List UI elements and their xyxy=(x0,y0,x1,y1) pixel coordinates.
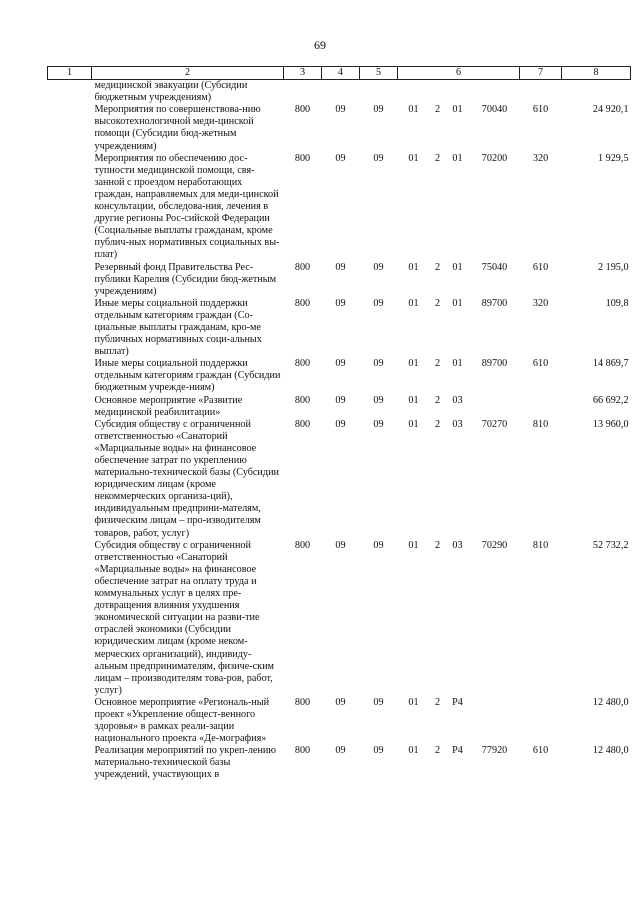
cell-c6b: 2 xyxy=(434,358,441,370)
cell-c6c: 01 xyxy=(452,358,463,370)
table-row xyxy=(48,419,631,540)
cell-c6a xyxy=(398,80,430,105)
cell-c8: 52 732,2 xyxy=(592,539,629,551)
cell-c7: 610 xyxy=(532,104,549,116)
cell-empty xyxy=(48,358,92,394)
cell-c3: 800 xyxy=(294,261,311,273)
cell-c5: 09 xyxy=(373,297,384,309)
cell-c4: 09 xyxy=(335,152,346,164)
table-row xyxy=(48,358,631,394)
cell-c4: 09 xyxy=(335,261,346,273)
cell-c7: 320 xyxy=(532,297,549,309)
cell-c6d: 70040 xyxy=(481,104,508,116)
cell-c6b: 2 xyxy=(434,539,441,551)
cell-c6c: 01 xyxy=(452,297,463,309)
header-col-3: 3 xyxy=(284,67,322,80)
cell-c6c: P4 xyxy=(452,745,463,757)
cell-c7: 610 xyxy=(532,745,549,757)
header-col-4: 4 xyxy=(322,67,360,80)
table-row xyxy=(48,80,631,105)
cell-c7: 810 xyxy=(532,418,549,430)
cell-c6c: 03 xyxy=(452,394,463,406)
cell-c6d: 75040 xyxy=(481,261,508,273)
cell-c3: 800 xyxy=(294,745,311,757)
cell-empty xyxy=(48,153,92,262)
cell-c5: 09 xyxy=(373,261,384,273)
cell-c6c xyxy=(446,80,470,105)
header-col-5: 5 xyxy=(360,67,398,80)
cell-c6b: 2 xyxy=(434,104,441,116)
cell-empty xyxy=(48,745,92,781)
cell-empty xyxy=(48,540,92,697)
cell-c5: 09 xyxy=(373,394,384,406)
cell-c6b: 2 xyxy=(434,152,441,164)
cell-empty xyxy=(48,104,92,152)
cell-c6a: 01 xyxy=(408,696,419,708)
cell-c4: 09 xyxy=(335,418,346,430)
row-description: Иные меры социальной поддержки отдельным категориям граждан (Субсидии бюджетным учрежде-ниям) xyxy=(94,358,281,394)
table-row xyxy=(48,540,631,697)
cell-empty xyxy=(48,298,92,358)
cell-c5: 09 xyxy=(373,539,384,551)
page-number: 69 xyxy=(314,38,326,52)
header-col-8: 8 xyxy=(562,67,631,80)
cell-empty xyxy=(48,697,92,745)
cell-c4: 09 xyxy=(335,745,346,757)
row-description: Субсидия обществу с ограниченной ответственностью «Санаторий «Марциальные воды» на финансовое обеспечение затрат по укреплению материально-технической базы (Субсидии юридическим лицам (кроме некоммерческих организа-ций), индивидуальным предприни-мателям, физическим лицам – про-изводителям товаров, работ, услуг) xyxy=(94,418,279,539)
cell-c7 xyxy=(520,697,562,745)
cell-c7 xyxy=(520,395,562,419)
cell-c4: 09 xyxy=(335,358,346,370)
cell-c6b: 2 xyxy=(434,297,441,309)
cell-empty xyxy=(48,262,92,298)
cell-c6a: 01 xyxy=(408,418,419,430)
table-row xyxy=(48,745,631,781)
cell-c5: 09 xyxy=(373,418,384,430)
cell-c6c: 03 xyxy=(452,418,463,430)
cell-c8: 24 920,1 xyxy=(592,104,629,116)
header-col-6: 6 xyxy=(398,67,520,80)
cell-c6a: 01 xyxy=(408,358,419,370)
cell-c8: 2 195,0 xyxy=(597,261,629,273)
header-col-1: 1 xyxy=(48,67,92,80)
cell-c3: 800 xyxy=(294,539,311,551)
header-col-2: 2 xyxy=(92,67,284,80)
cell-c6b: 2 xyxy=(434,745,441,757)
cell-c6a: 01 xyxy=(408,152,419,164)
cell-c6a: 01 xyxy=(408,539,419,551)
header-row xyxy=(48,67,631,80)
cell-c6b: 2 xyxy=(434,696,441,708)
table-row xyxy=(48,104,631,152)
cell-c6a: 01 xyxy=(408,104,419,116)
cell-empty xyxy=(48,395,92,419)
cell-c4: 09 xyxy=(335,539,346,551)
cell-empty xyxy=(48,419,92,540)
table-row xyxy=(48,153,631,262)
cell-c5: 09 xyxy=(373,152,384,164)
cell-empty xyxy=(48,80,92,105)
cell-c6d: 70200 xyxy=(481,152,508,164)
cell-c4: 09 xyxy=(335,297,346,309)
header-col-7: 7 xyxy=(520,67,562,80)
cell-c3 xyxy=(284,80,322,105)
table-row xyxy=(48,262,631,298)
table-row xyxy=(48,298,631,358)
cell-c8: 66 692,2 xyxy=(592,394,629,406)
cell-c7: 810 xyxy=(532,539,549,551)
cell-c6a: 01 xyxy=(408,745,419,757)
cell-c4: 09 xyxy=(335,696,346,708)
cell-c6b: 2 xyxy=(434,418,441,430)
row-description: Реализация мероприятий по укреп-лению материально-технической базы учреждений, участвующих в xyxy=(94,745,276,781)
cell-c3: 800 xyxy=(294,358,311,370)
row-description: Мероприятия по обеспечению дос-тупности медицинской помощи, свя-занной с проездом неработающих граждан, направляемых для меди-цинской консультации, обследова-ния, лечения в другие регионы Рос-сийской Федерации (Социальные выплаты гражданам, кроме публич-ных нормативных социальных вы-плат) xyxy=(94,152,280,261)
cell-c7: 320 xyxy=(532,152,549,164)
cell-c8: 1 929,5 xyxy=(597,152,629,164)
cell-c7 xyxy=(520,80,562,105)
cell-c6b: 2 xyxy=(434,394,441,406)
cell-c7: 610 xyxy=(532,358,549,370)
cell-c6d: 89700 xyxy=(481,358,508,370)
cell-c5: 09 xyxy=(373,696,384,708)
row-description: медицинской эвакуации (Субсидии бюджетным учреждениям) xyxy=(94,80,248,104)
cell-c3: 800 xyxy=(294,297,311,309)
row-description: Субсидия обществу с ограниченной ответственностью «Санаторий «Марциальные воды» на финансовое обеспечение затрат на оплату труда и коммунальных услуг в целях пре-дотвращения влияния ухудшения экономической ситуации на разви-тие отраслей экономики (Субсидии юридическим лицам (кроме неком-мерческих организаций), индивиду-альным предпринимателям, физиче-ским лицам – производителям това-ров, работ, услуг) xyxy=(94,539,275,696)
cell-c6d xyxy=(470,80,520,105)
row-description: Основное мероприятие «Развитие медицинской реабилитации» xyxy=(94,394,243,418)
cell-c6c: 01 xyxy=(452,152,463,164)
cell-c8: 12 480,0 xyxy=(592,696,629,708)
cell-c3: 800 xyxy=(294,394,311,406)
cell-c6d xyxy=(470,697,520,745)
cell-c6c: 01 xyxy=(452,261,463,273)
cell-c3: 800 xyxy=(294,418,311,430)
cell-c8: 14 869,7 xyxy=(592,358,629,370)
cell-c6d: 70290 xyxy=(481,539,508,551)
cell-c6d xyxy=(470,395,520,419)
table-row xyxy=(48,395,631,419)
cell-c5: 09 xyxy=(373,358,384,370)
budget-table xyxy=(47,66,631,782)
cell-c6d: 70270 xyxy=(481,418,508,430)
cell-c6a: 01 xyxy=(408,297,419,309)
cell-c8 xyxy=(562,80,631,105)
cell-c6b: 2 xyxy=(434,261,441,273)
cell-c5 xyxy=(360,80,398,105)
cell-c5: 09 xyxy=(373,104,384,116)
cell-c3: 800 xyxy=(294,696,311,708)
row-description: Резервный фонд Правительства Рес-публики Карелия (Субсидии бюд-жетным учреждениям) xyxy=(94,261,277,297)
cell-c7: 610 xyxy=(532,261,549,273)
cell-c4 xyxy=(322,80,360,105)
cell-c8: 12 480,0 xyxy=(592,745,629,757)
cell-c3: 800 xyxy=(294,104,311,116)
row-description: Иные меры социальной поддержки отдельным категориям граждан (Со-циальные выплаты гражданам, кро-ме публичных нормативных соци-альных выплат) xyxy=(94,297,262,358)
cell-c5: 09 xyxy=(373,745,384,757)
cell-c6c: 01 xyxy=(452,104,463,116)
cell-c6b xyxy=(430,80,446,105)
row-description: Основное мероприятие «Региональ-ный проект «Укрепление общест-венного здоровья» в рамках реали-зации национального проекта «Де-мография» xyxy=(94,696,270,745)
cell-c6a: 01 xyxy=(408,394,419,406)
cell-c4: 09 xyxy=(335,104,346,116)
table-row xyxy=(48,697,631,745)
cell-c4: 09 xyxy=(335,394,346,406)
cell-c8: 109,8 xyxy=(605,297,629,309)
row-description: Мероприятия по совершенствова-нию высокотехнологичной меди-цинской помощи (Субсидии бюд-жетным учреждениям) xyxy=(94,104,261,152)
cell-c6d: 77920 xyxy=(481,745,508,757)
cell-c6c: P4 xyxy=(452,696,463,708)
cell-c6c: 03 xyxy=(452,539,463,551)
cell-c6a: 01 xyxy=(408,261,419,273)
cell-c8: 13 960,0 xyxy=(592,418,629,430)
cell-c3: 800 xyxy=(294,152,311,164)
cell-c6d: 89700 xyxy=(481,297,508,309)
